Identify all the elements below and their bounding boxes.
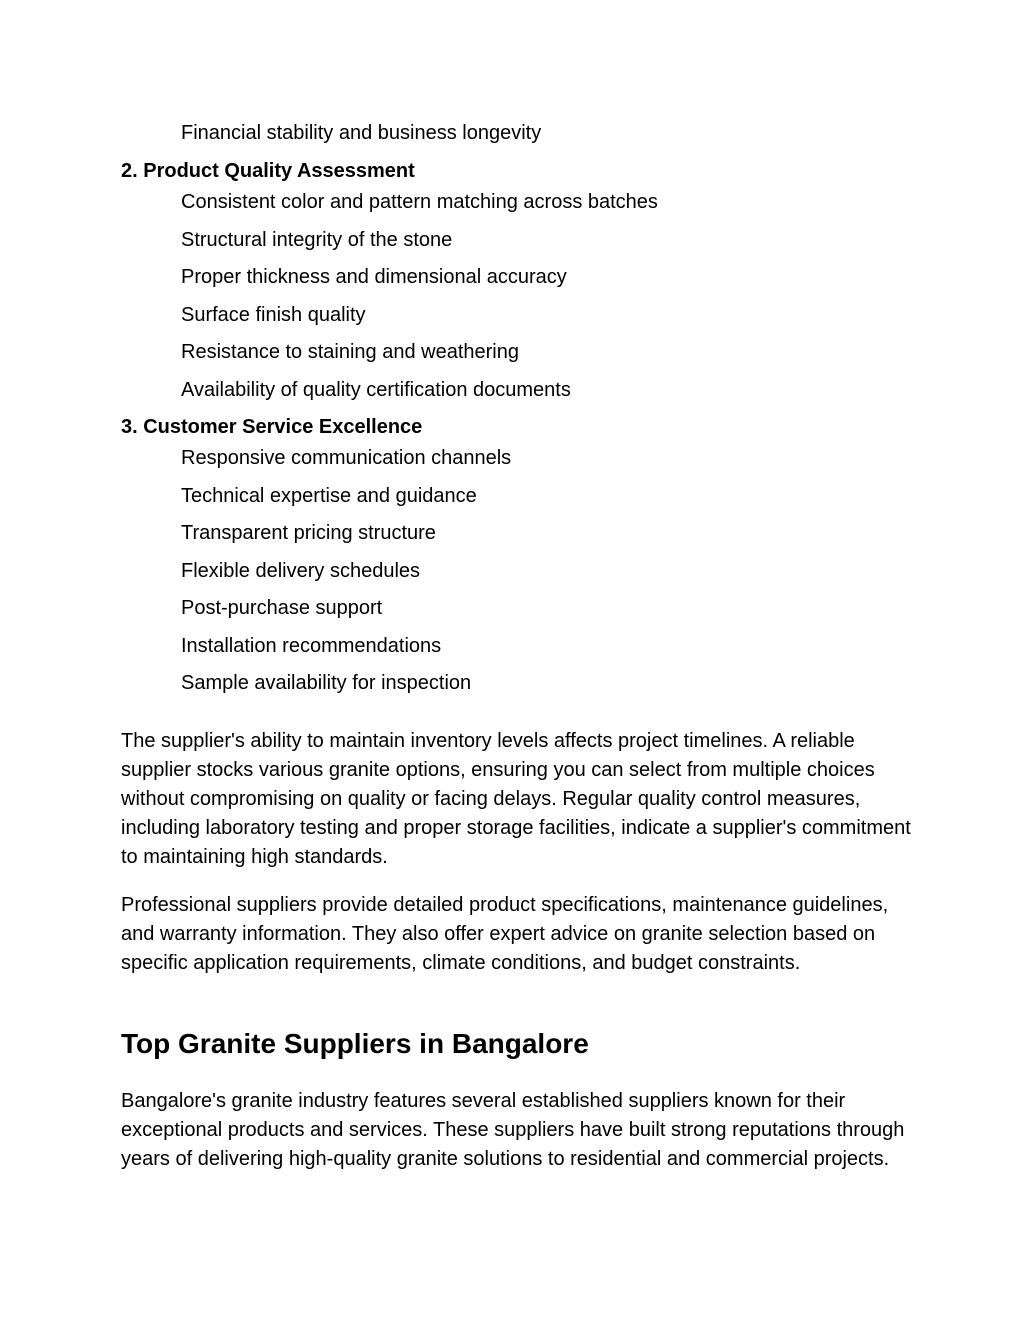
- list-item: Transparent pricing structure: [181, 522, 436, 544]
- list-item: Consistent color and pattern matching across batches: [181, 191, 658, 213]
- page-heading-top-suppliers: Top Granite Suppliers in Bangalore: [121, 1028, 589, 1059]
- list-item: Resistance to staining and weathering: [181, 341, 519, 363]
- list-item: Responsive communication channels: [181, 447, 512, 469]
- list-item: Structural integrity of the stone: [181, 229, 453, 251]
- list-item: Availability of quality certification documents: [181, 379, 571, 401]
- list-item: Financial stability and business longevity: [181, 122, 542, 144]
- list-item: Flexible delivery schedules: [181, 560, 421, 582]
- list-item: Sample availability for inspection: [181, 672, 472, 694]
- paragraph-bangalore-industry: Bangalore's granite industry features several established suppliers known for their exceptional products and services. These suppliers have built strong reputations through years of delivering high-quality granite solutions to residential and commercial projects.: [121, 1090, 905, 1170]
- list-item: Surface finish quality: [181, 304, 366, 326]
- list-item: Technical expertise and guidance: [181, 485, 477, 507]
- list-item: Proper thickness and dimensional accuracy: [181, 266, 567, 288]
- paragraph-inventory: The supplier's ability to maintain inventory levels affects project timelines. A reliable supplier stocks various granite options, ensuring you can select from multiple choices without compromising on quality or facing delays. Regular quality control measures, including laboratory testing and proper storage facilities, indicate a supplier's commitment to maintaining high standards.: [121, 730, 911, 868]
- list-item: Post-purchase support: [181, 597, 383, 619]
- paragraph-professional-suppliers: Professional suppliers provide detailed product specifications, maintenance guidelines, and warranty information. They also offer expert advice on granite selection based on specific application requirements, climate conditions, and budget constraints.: [121, 894, 889, 974]
- section-heading-customer-service: 3. Customer Service Excellence: [121, 416, 423, 438]
- section-heading-product-quality: 2. Product Quality Assessment: [121, 160, 415, 182]
- list-item: Installation recommendations: [181, 635, 442, 657]
